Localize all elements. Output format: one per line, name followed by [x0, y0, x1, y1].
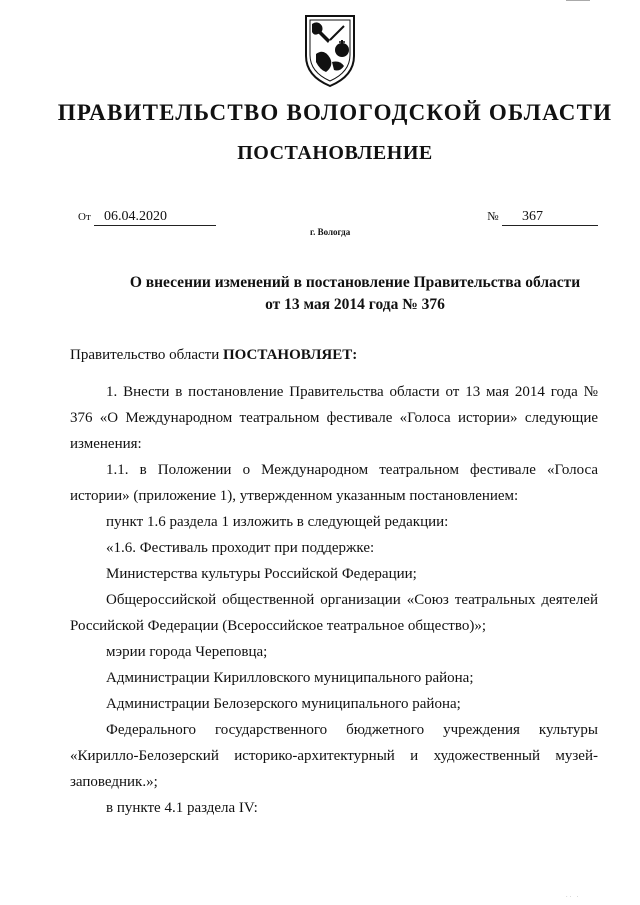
subject-line-1: О внесении изменений в постановление Правительства области [129, 274, 581, 291]
subject-line-2: от 13 мая 2014 года № 376 [265, 296, 445, 313]
body-paragraph: «1.6. Фестиваль проходит при поддержке: [106, 540, 375, 556]
document-type: ПОСТАНОВЛЕНИЕ [237, 142, 433, 164]
number-value: 367 [502, 209, 598, 226]
document-meta [78, 208, 598, 242]
scan-edge-mark [566, 0, 590, 3]
body-paragraph: мэрии города Череповца; [106, 644, 268, 660]
scan-footer-mark: ·· · [566, 895, 581, 900]
body-paragraph: Министерства культуры Российской Федерации; [106, 566, 417, 582]
document-number [487, 208, 598, 226]
body-paragraph: Администрации Кирилловского муниципального района; [106, 670, 474, 686]
document-body [70, 342, 598, 821]
body-paragraph: в пункте 4.1 раздела IV: [106, 800, 258, 816]
intro-paragraph [70, 342, 598, 368]
number-label: № [487, 209, 499, 223]
document-subject [60, 272, 640, 316]
body-paragraph: 1.1. в Положении о Международном театральном фестивале «Голоса истории» (приложение 1), утвержденном указанным постановлением: [70, 462, 598, 504]
body-paragraph: Администрации Белозерского муниципального района; [106, 696, 461, 712]
organization-title: ПРАВИТЕЛЬСТВО ВОЛОГОДСКОЙ ОБЛАСТИ [57, 100, 613, 125]
date-label: От [78, 211, 91, 223]
body-paragraph: пункт 1.6 раздела 1 изложить в следующей редакции: [106, 514, 449, 530]
body-paragraph: Федерального государственного бюджетного учреждения культуры «Кирилло-Белозерский историко-архитектурный и художественный музей-заповедник.»; [70, 722, 598, 790]
coat-of-arms-icon [300, 10, 360, 90]
intro-prefix: Правительство области [70, 347, 220, 363]
date-value: 06.04.2020 [94, 209, 216, 226]
city-label: г. Вологда [310, 227, 351, 237]
intro-strong: ПОСТАНОВЛЯЕТ: [222, 347, 358, 363]
body-paragraph: 1. Внести в постановление Правительства области от 13 мая 2014 года № 376 «О Международном театральном фестивале «Голоса истории» следующие изменения: [70, 384, 598, 452]
body-paragraph: Общероссийской общественной организации «Союз театральных деятелей Российской Федерации (Всероссийское театральное общество)»; [70, 592, 598, 634]
document-date [78, 208, 216, 226]
